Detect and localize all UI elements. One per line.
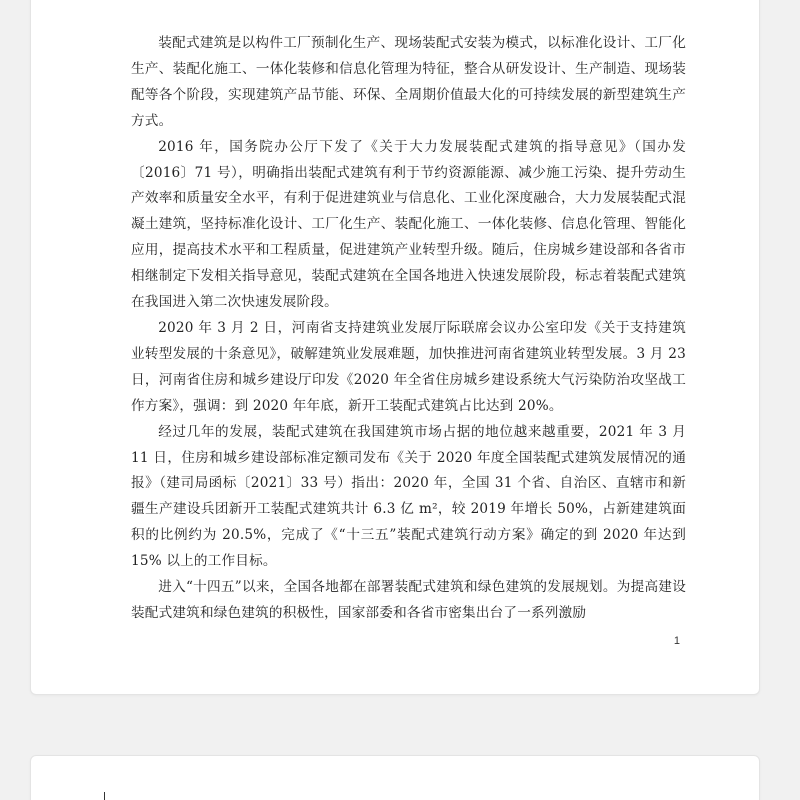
paragraph-2: 2016 年，国务院办公厅下发了《关于大力发展装配式建筑的指导意见》（国办发〔2016〕71 号），明确指出装配式建筑有利于节约资源能源、减少施工污染、提升劳动生产效率和质量安全水平，有利于促进建筑业与信息化、工业化深度融合，大力发展装配式混凝土建筑，坚持标准化设计、工厂化生产、装配化施工、一体化装修、信息化管理、智能化应用，提高技术水平和工程质量，促进建筑产业转型升级。随后，住房城乡建设部和各省市相继制定下发相关指导意见，装配式建筑在全国各地进入快速发展阶段，标志着装配式建筑在我国进入第二次快速发展阶段。 (131, 138, 686, 311)
page-body (131, 31, 686, 627)
scrollbar-track[interactable] (792, 0, 800, 800)
paragraph-1: 装配式建筑是以构件工厂预制化生产、现场装配式安装为模式，以标准化设计、工厂化生产、装配化施工、一体化装修和信息化管理为特征，整合从研发设计、生产制造、现场装配等各个阶段，实现建筑产品节能、环保、全周期价值最大化的可持续发展的新型建筑生产方式。 (131, 35, 686, 129)
paragraph-5: 进入“十四五”以来，全国各地都在部署装配式建筑和绿色建筑的发展规划。为提高建设装配式建筑和绿色建筑的积极性，国家部委和各省市密集出台了一系列激励 (131, 579, 686, 621)
paragraph-3: 2020 年 3 月 2 日，河南省支持建筑业发展厅际联席会议办公室印发《关于支持建筑业转型发展的十条意见》，破解建筑业发展难题，加快推进河南省建筑业转型发展。3 月 23 日，河南省住房和城乡建设厅印发《2020 年全省住房城乡建设系统大气污染防治攻坚战工作方案》，强调：到 2020 年年底，新开工装配式建筑占比达到 20%。 (131, 319, 686, 414)
document-page-2 (30, 755, 760, 800)
document-page-1 (30, 0, 760, 695)
paragraph-4: 经过几年的发展，装配式建筑在我国建筑市场占据的地位越来越重要，2021 年 3 月 11 日，住房和城乡建设部标准定额司发布《关于 2020 年度全国装配式建筑发展情况的通报》（建司局函标〔2021〕33 号）指出：2020 年，全国 31 个省、自治区、直辖市和新疆生产建设兵团新开工装配式建筑共计 6.3 亿 m²，较 2019 年增长 50%，占新建建筑面积的比例约为 20.5%，完成了《“十三五”装配式建筑行动方案》确定的到 2020 年达到 15% 以上的工作目标。 (131, 423, 686, 570)
text-cursor (104, 792, 105, 800)
page-number: 1 (673, 635, 680, 647)
